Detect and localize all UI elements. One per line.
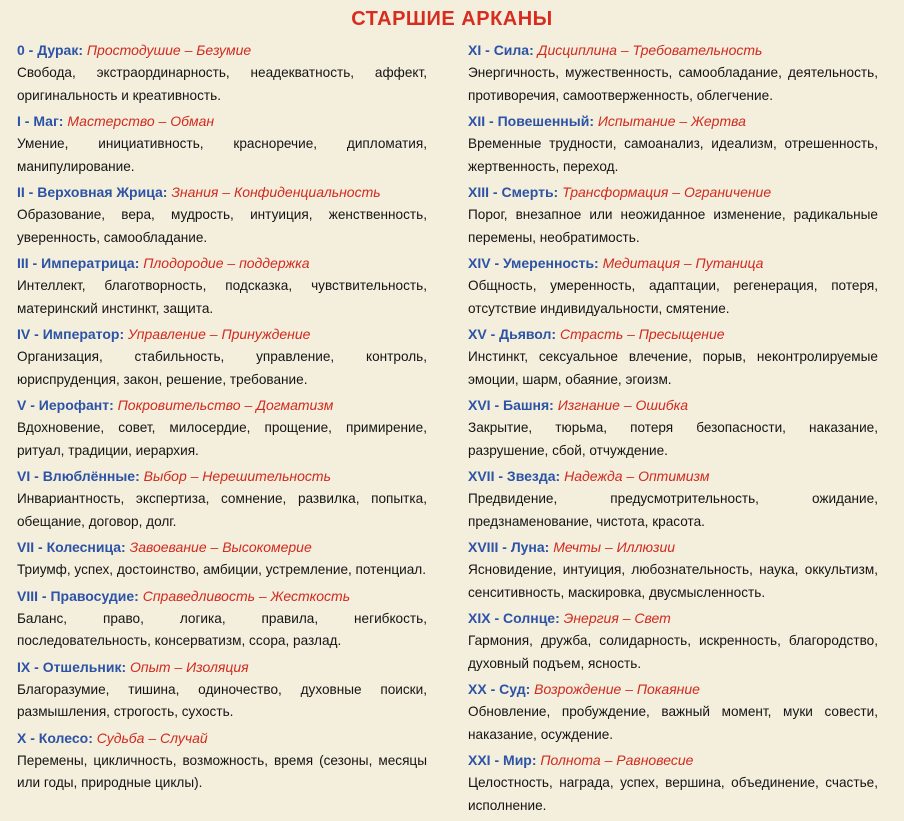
arcana-meaning: Дисциплина – Требовательность	[537, 42, 763, 58]
arcana-description: Временные трудности, самоанализ, идеализм, отрешенность, жертвенность, переход.	[468, 136, 878, 174]
arcana-description: Баланс, право, логика, правила, негибкость, последовательность, консерватизм, ссора, разлад.	[17, 610, 427, 648]
arcana-description: Обновление, пробуждение, важный момент, муки совести, наказание, осуждение.	[468, 704, 878, 742]
arcana-heading: II - Верховная Жрица: Знания – Конфиденциальность	[17, 184, 381, 200]
arcana-entry	[17, 182, 427, 249]
arcana-heading: XV - Дьявол: Страсть – Пресыщение	[468, 326, 725, 342]
arcana-meaning: Опыт – Изоляция	[130, 658, 249, 675]
arcana-heading: XIII - Смерть: Трансформация – Ограничение	[468, 184, 772, 200]
arcana-heading: XIV - Умеренность: Медитация – Путаница	[468, 255, 764, 271]
arcana-description: Инстинкт, сексуальное влечение, порыв, неконтролируемые эмоции, шарм, обаяние, эгоизм.	[468, 349, 878, 387]
arcana-heading: XXI - Мир: Полнота – Равновесие	[468, 752, 694, 768]
arcana-number: IV	[17, 326, 31, 342]
arcana-number: XV	[468, 326, 487, 342]
arcana-meaning: Покровительство – Догматизм	[117, 397, 334, 413]
arcana-name: Правосудие:	[50, 587, 139, 604]
arcana-heading: 0 - Дурак: Простодушие – Безумие	[17, 42, 252, 58]
arcana-name: Император:	[42, 326, 125, 342]
arcana-description: Предвидение, предусмотрительность, ожидание, предзнаменование, чистота, красота.	[468, 491, 878, 529]
arcana-name: Солнце:	[503, 610, 560, 626]
arcana-entry	[468, 324, 878, 391]
arcana-heading: X - Колесо: Судьба – Случай	[17, 729, 208, 746]
arcana-meaning: Справедливость – Жесткость	[142, 587, 351, 604]
arcana-name: Луна:	[510, 539, 550, 555]
arcana-entry	[468, 537, 878, 604]
arcana-number: XVI	[468, 397, 491, 413]
arcana-name: Звезда:	[506, 468, 561, 484]
arcana-number: III	[17, 255, 29, 271]
arcana-meaning: Возрождение – Покаяние	[534, 681, 700, 697]
arcana-heading: VI - Влюблённые: Выбор – Нерешительность	[17, 468, 331, 484]
arcana-name: Мир:	[503, 752, 537, 768]
arcana-number: XX	[468, 681, 487, 697]
arcana-description: Умение, инициативность, красноречие, дипломатия, манипулирование.	[17, 136, 427, 174]
arcana-meaning: Завоевание – Высокомерие	[129, 539, 312, 555]
arcana-entry	[468, 111, 878, 178]
arcana-entry	[17, 253, 427, 320]
arcana-description: Интеллект, благотворность, подсказка, чувствительность, материнский инстинкт, защита.	[17, 278, 427, 316]
arcana-number: VII	[17, 539, 35, 555]
arcana-meaning: Медитация – Путаница	[602, 255, 764, 271]
arcana-name: Иерофант:	[38, 397, 114, 413]
arcana-name: Смерть:	[501, 184, 559, 200]
arcana-entry	[468, 395, 878, 462]
arcana-name: Колесница:	[46, 539, 126, 555]
arcana-number: V	[17, 397, 27, 413]
arcana-number: VIII	[17, 587, 39, 604]
arcana-entry	[468, 253, 878, 320]
arcana-entry	[468, 679, 878, 746]
arcana-heading: XX - Суд: Возрождение – Покаяние	[468, 681, 700, 697]
arcana-meaning: Трансформация – Ограничение	[562, 184, 772, 200]
arcana-heading: XVII - Звезда: Надежда – Оптимизм	[468, 468, 710, 484]
arcana-entry	[468, 40, 878, 107]
arcana-description: Свобода, экстраординарность, неадекватность, аффект, оригинальность и креативность.	[17, 65, 427, 103]
arcana-entry	[17, 537, 427, 582]
arcana-number: XVII	[468, 468, 495, 484]
arcana-description: Общность, умеренность, адаптации, регенерация, потеря, отсутствие индивидуальности, смятение.	[468, 278, 878, 316]
arcana-number: XIX	[468, 610, 491, 626]
arcana-name: Отшельник:	[42, 658, 127, 675]
arcana-heading: V - Иерофант: Покровительство – Догматизм	[17, 397, 334, 413]
arcana-name: Маг:	[33, 113, 64, 129]
arcana-heading: I - Маг: Мастерство – Обман	[17, 113, 215, 129]
arcana-description: Благоразумие, тишина, одиночество, духовные поиски, размышления, строгость, сухость.	[17, 681, 427, 719]
arcana-name: Сила:	[493, 42, 534, 58]
arcana-heading: XI - Сила: Дисциплина – Требовательность	[468, 42, 763, 58]
page-title: СТАРШИЕ АРКАНЫ	[351, 8, 553, 30]
arcana-description: Энергичность, мужественность, самообладание, деятельность, противоречия, самоотверженность, облегчение.	[468, 65, 878, 103]
arcana-entry	[17, 657, 427, 724]
arcana-name: Умеренность:	[503, 255, 599, 271]
arcana-description: Вдохновение, совет, милосердие, прощение, примирение, ритуал, традиции, иерархия.	[17, 420, 427, 458]
arcana-heading: XVI - Башня: Изгнание – Ошибка	[468, 397, 689, 413]
arcana-description: Целостность, награда, успех, вершина, объединение, счастье, исполнение.	[468, 775, 878, 813]
arcana-meaning: Испытание – Жертва	[597, 113, 746, 129]
arcana-entry	[468, 608, 878, 675]
arcana-entry	[17, 728, 427, 795]
arcana-heading: III - Императрица: Плодородие – поддержка	[17, 255, 310, 271]
arcana-number: XIV	[468, 255, 491, 271]
arcana-description: Образование, вера, мудрость, интуиция, женственность, уверенность, самообладание.	[17, 207, 427, 245]
arcana-heading: VII - Колесница: Завоевание – Высокомерие	[17, 539, 312, 555]
arcana-name: Суд:	[499, 681, 531, 697]
arcana-meaning: Страсть – Пресыщение	[559, 326, 725, 342]
arcana-number: XI	[468, 42, 482, 58]
arcana-name: Верховная Жрица:	[37, 184, 168, 200]
arcana-meaning: Мечты – Иллюзии	[553, 539, 676, 555]
arcana-name: Дурак:	[37, 42, 84, 58]
arcana-number: X	[17, 729, 27, 746]
arcana-heading: VIII - Правосудие: Справедливость – Жесткость	[17, 587, 351, 604]
arcana-description: Организация, стабильность, управление, контроль, юриспруденция, закон, решение, требование.	[17, 349, 427, 387]
arcana-heading: IV - Император: Управление – Принуждение	[17, 326, 311, 342]
arcana-description: Порог, внезапное или неожиданное изменение, радикальные перемены, необратимость.	[468, 207, 878, 245]
arcana-meaning: Простодушие – Безумие	[86, 42, 252, 58]
arcana-number: XIII	[468, 184, 490, 200]
arcana-name: Башня:	[503, 397, 554, 413]
arcana-meaning: Полнота – Равновесие	[540, 752, 694, 768]
arcana-description: Триумф, успех, достоинство, амбиции, устремление, потенциал.	[17, 562, 426, 577]
arcana-description: Закрытие, тюрьма, потеря безопасности, наказание, разрушение, сбой, отчуждение.	[468, 420, 878, 458]
arcana-name: Колесо:	[38, 729, 93, 746]
right-column	[468, 40, 878, 821]
arcana-meaning: Судьба – Случай	[96, 729, 208, 746]
arcana-entry	[17, 466, 427, 533]
arcana-entry	[468, 750, 878, 817]
arcana-name: Императрица:	[41, 255, 140, 271]
arcana-entry	[17, 586, 427, 653]
arcana-meaning: Энергия – Свет	[563, 610, 671, 626]
arcana-number: IX	[17, 658, 31, 675]
arcana-entry	[468, 182, 878, 249]
arcana-heading: XVIII - Луна: Мечты – Иллюзии	[468, 539, 676, 555]
arcana-description: Инвариантность, экспертиза, сомнение, развилка, попытка, обещание, договор, долг.	[17, 491, 427, 529]
arcana-meaning: Надежда – Оптимизм	[564, 468, 710, 484]
arcana-number: XXI	[468, 752, 491, 768]
left-column	[17, 40, 427, 799]
arcana-number: VI	[17, 468, 31, 484]
arcana-entry	[17, 324, 427, 391]
arcana-entry	[17, 395, 427, 462]
arcana-number: I	[17, 113, 21, 129]
arcana-name: Дьявол:	[499, 326, 557, 342]
arcana-meaning: Плодородие – поддержка	[143, 255, 310, 271]
arcana-heading: XII - Повешенный: Испытание – Жертва	[468, 113, 746, 129]
arcana-number: XVIII	[468, 539, 499, 555]
arcana-heading: XIX - Солнце: Энергия – Свет	[468, 610, 671, 626]
arcana-name: Влюблённые:	[42, 468, 140, 484]
arcana-entry	[468, 466, 878, 533]
arcana-entry	[17, 111, 427, 178]
arcana-description: Гармония, дружба, солидарность, искренность, благородство, духовный подъем, ясность.	[468, 633, 878, 671]
arcana-entry	[17, 40, 427, 107]
arcana-heading: IX - Отшельник: Опыт – Изоляция	[17, 658, 249, 675]
arcana-description: Перемены, цикличность, возможность, время (сезоны, месяцы или годы, природные циклы).	[17, 752, 427, 790]
arcana-meaning: Изгнание – Ошибка	[557, 397, 689, 413]
arcana-number: 0	[17, 42, 25, 58]
arcana-number: II	[17, 184, 25, 200]
arcana-number: XII	[468, 113, 486, 129]
arcana-meaning: Знания – Конфиденциальность	[171, 184, 381, 200]
arcana-description: Ясновидение, интуиция, любознательность, наука, оккультизм, сенситивность, маскировка, двусмысленность.	[468, 562, 878, 600]
arcana-meaning: Мастерство – Обман	[67, 113, 215, 129]
arcana-name: Повешенный:	[497, 113, 594, 129]
arcana-meaning: Управление – Принуждение	[128, 326, 311, 342]
arcana-meaning: Выбор – Нерешительность	[143, 468, 331, 484]
